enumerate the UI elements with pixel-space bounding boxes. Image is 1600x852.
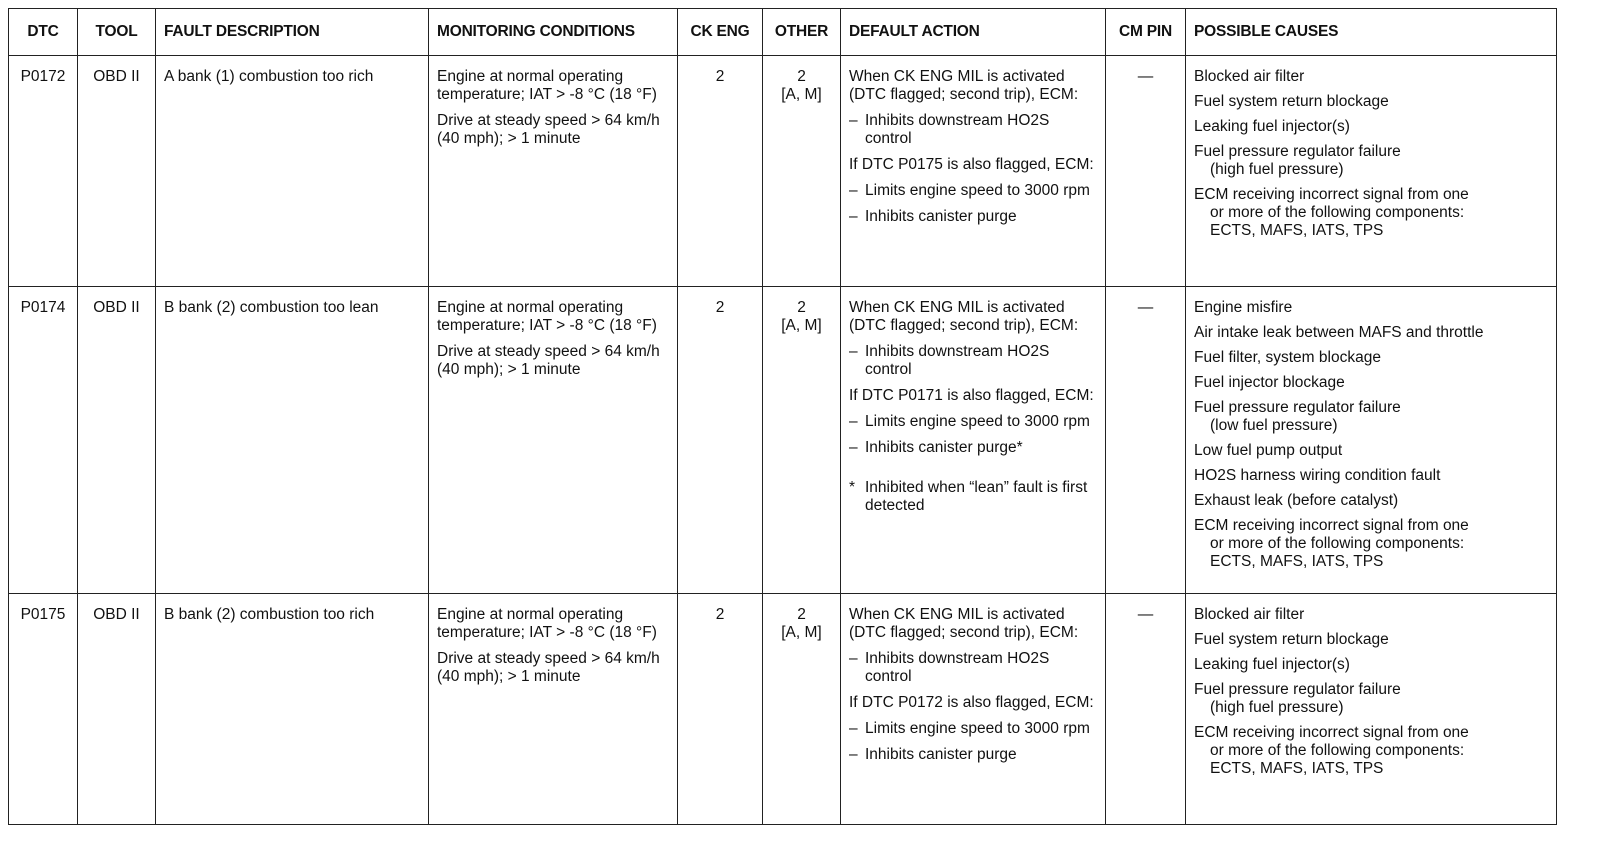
header-default-action: DEFAULT ACTION	[841, 9, 1106, 56]
other-line: [A, M]	[781, 86, 822, 103]
cause-item: ECM receiving incorrect signal from one or more of the following components: ECTS, MAFS, IATS, TPS	[1194, 724, 1469, 777]
header-ck-eng: CK ENG	[678, 9, 763, 56]
cause-item: Engine misfire	[1194, 299, 1293, 316]
cause-item: Fuel injector blockage	[1194, 374, 1345, 391]
dtc-code: P0175	[9, 594, 78, 825]
other-line: 2	[797, 68, 806, 85]
cause-item: Exhaust leak (before catalyst)	[1194, 492, 1399, 509]
action-bullet: – Limits engine speed to 3000 rpm	[849, 720, 1090, 737]
action-intro: When CK ENG MIL is activated (DTC flagged; second trip), ECM:	[849, 68, 1079, 103]
ck-eng-value: 2	[678, 594, 763, 825]
action-condition: If DTC P0172 is also flagged, ECM:	[849, 694, 1094, 711]
other-value	[763, 56, 841, 287]
fault-description: A bank (1) combustion too rich	[156, 56, 429, 287]
other-line: [A, M]	[781, 317, 822, 334]
monitoring-line: Engine at normal operating temperature; IAT > -8 °C (18 °F)	[437, 606, 657, 641]
ck-eng-value: 2	[678, 56, 763, 287]
table-row	[9, 287, 1557, 594]
action-condition: If DTC P0175 is also flagged, ECM:	[849, 156, 1094, 173]
dtc-table	[8, 8, 1557, 825]
action-bullet: – Inhibits canister purge	[849, 746, 1017, 763]
cause-item: Low fuel pump output	[1194, 442, 1343, 459]
action-intro: When CK ENG MIL is activated (DTC flagged; second trip), ECM:	[849, 299, 1079, 334]
other-line: [A, M]	[781, 624, 822, 641]
header-tool: TOOL	[78, 9, 156, 56]
header-monitoring-conditions: MONITORING CONDITIONS	[429, 9, 678, 56]
cm-pin-value: —	[1106, 287, 1186, 594]
possible-causes	[1186, 56, 1557, 287]
tool-cell: OBD II	[78, 594, 156, 825]
possible-causes	[1186, 594, 1557, 825]
header-dtc: DTC	[9, 9, 78, 56]
cause-item: ECM receiving incorrect signal from one or more of the following components: ECTS, MAFS, IATS, TPS	[1194, 186, 1469, 239]
action-bullet: – Limits engine speed to 3000 rpm	[849, 413, 1090, 430]
action-bullet: – Inhibits downstream HO2S control	[849, 650, 1050, 685]
header-row	[9, 9, 1557, 56]
header-other: OTHER	[763, 9, 841, 56]
cause-item: Leaking fuel injector(s)	[1194, 656, 1350, 673]
cause-item: Leaking fuel injector(s)	[1194, 118, 1350, 135]
action-bullet: – Inhibits canister purge	[849, 208, 1017, 225]
header-cm-pin: CM PIN	[1106, 9, 1186, 56]
monitoring-line: Engine at normal operating temperature; IAT > -8 °C (18 °F)	[437, 68, 657, 103]
cause-item: Blocked air filter	[1194, 606, 1305, 623]
cause-item: Fuel pressure regulator failure (low fuel pressure)	[1194, 399, 1401, 434]
table-row	[9, 56, 1557, 287]
monitoring-line: Engine at normal operating temperature; IAT > -8 °C (18 °F)	[437, 299, 657, 334]
header-fault-description: FAULT DESCRIPTION	[156, 9, 429, 56]
fault-description: B bank (2) combustion too rich	[156, 594, 429, 825]
action-condition: If DTC P0171 is also flagged, ECM:	[849, 387, 1094, 404]
possible-causes	[1186, 287, 1557, 594]
tool-cell: OBD II	[78, 56, 156, 287]
table-row	[9, 594, 1557, 825]
cause-item: Air intake leak between MAFS and throttle	[1194, 324, 1484, 341]
monitoring-line: Drive at steady speed > 64 km/h (40 mph); > 1 minute	[437, 343, 660, 378]
ck-eng-value: 2	[678, 287, 763, 594]
action-bullet: – Limits engine speed to 3000 rpm	[849, 182, 1090, 199]
cause-item: Fuel system return blockage	[1194, 93, 1389, 110]
action-bullet: – Inhibits downstream HO2S control	[849, 343, 1050, 378]
cause-item: ECM receiving incorrect signal from one or more of the following components: ECTS, MAFS, IATS, TPS	[1194, 517, 1469, 570]
action-intro: When CK ENG MIL is activated (DTC flagged; second trip), ECM:	[849, 606, 1079, 641]
cause-item: Fuel pressure regulator failure (high fuel pressure)	[1194, 143, 1401, 178]
fault-description: B bank (2) combustion too lean	[156, 287, 429, 594]
monitoring-conditions	[429, 56, 678, 287]
header-possible-causes: POSSIBLE CAUSES	[1186, 9, 1557, 56]
dtc-code: P0172	[9, 56, 78, 287]
action-footnote: * Inhibited when “lean” fault is first detected	[849, 479, 1088, 514]
other-value	[763, 287, 841, 594]
dtc-code: P0174	[9, 287, 78, 594]
cause-item: Fuel pressure regulator failure (high fuel pressure)	[1194, 681, 1401, 716]
default-action	[841, 594, 1106, 825]
monitoring-conditions	[429, 287, 678, 594]
other-line: 2	[797, 606, 806, 623]
cause-item: Blocked air filter	[1194, 68, 1305, 85]
monitoring-conditions	[429, 594, 678, 825]
default-action	[841, 56, 1106, 287]
action-bullet: – Inhibits downstream HO2S control	[849, 112, 1050, 147]
action-bullet: – Inhibits canister purge*	[849, 439, 1023, 456]
monitoring-line: Drive at steady speed > 64 km/h (40 mph); > 1 minute	[437, 650, 660, 685]
cause-item: Fuel filter, system blockage	[1194, 349, 1381, 366]
cause-item: HO2S harness wiring condition fault	[1194, 467, 1441, 484]
cm-pin-value: —	[1106, 594, 1186, 825]
other-line: 2	[797, 299, 806, 316]
tool-cell: OBD II	[78, 287, 156, 594]
default-action	[841, 287, 1106, 594]
other-value	[763, 594, 841, 825]
cm-pin-value: —	[1106, 56, 1186, 287]
cause-item: Fuel system return blockage	[1194, 631, 1389, 648]
monitoring-line: Drive at steady speed > 64 km/h (40 mph); > 1 minute	[437, 112, 660, 147]
